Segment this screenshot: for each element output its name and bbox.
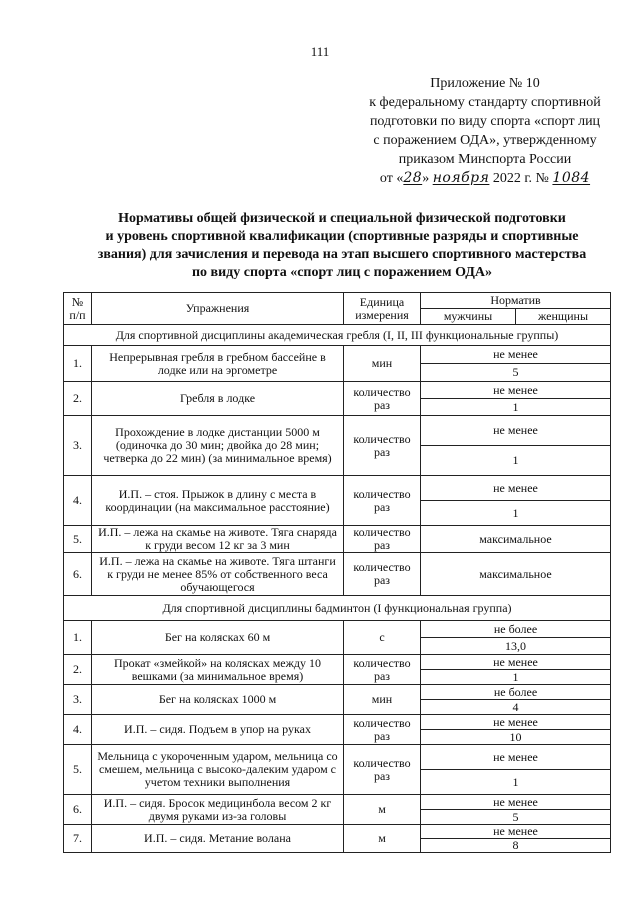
title-line: Нормативы общей физической и специальной физической подготовки: [118, 211, 566, 226]
title-line: и уровень спортивной квалификации (спортивные разряды и спортивные: [105, 229, 579, 244]
row-unit: количество раз: [344, 476, 421, 526]
title-line: звания) для зачисления и перевода на этап высшего спортивного мастерства: [97, 247, 587, 262]
row-norm-kind: не менее: [421, 825, 611, 839]
order-year: 2022 г. №: [492, 171, 549, 186]
table-row: [64, 715, 611, 730]
row-norm-value: 1: [421, 501, 611, 526]
row-norm-value: 4: [421, 700, 611, 715]
row-number: 7.: [64, 825, 92, 853]
header-norm: Норматив: [421, 293, 611, 309]
row-exercise: Непрерывная гребля в гребном бассейне в лодке или на эргометре: [92, 346, 344, 382]
table-row: [64, 655, 611, 670]
row-norm-kind: не менее: [421, 795, 611, 810]
order-day: 28: [403, 170, 423, 186]
appendix-title: Приложение № 10: [430, 76, 540, 91]
table-row: [64, 685, 611, 700]
row-norm-value: 1: [421, 399, 611, 416]
document-title: [80, 210, 604, 282]
row-exercise: Гребля в лодке: [92, 382, 344, 416]
row-norm-kind: не менее: [421, 715, 611, 730]
row-unit: мин: [344, 685, 421, 715]
row-number: 3.: [64, 416, 92, 476]
page-number: 111: [310, 44, 330, 59]
row-number: 6.: [64, 553, 92, 596]
row-norm-value: 10: [421, 730, 611, 745]
row-unit: количество раз: [344, 715, 421, 745]
table-row: [64, 745, 611, 770]
row-norm-value: 1: [421, 446, 611, 476]
row-norm-value: 1: [421, 670, 611, 685]
row-unit: с: [344, 621, 421, 655]
section-title: Для спортивной дисциплины академическая гребля (I, II, III функциональные группы): [64, 325, 611, 346]
row-unit: количество раз: [344, 745, 421, 795]
appendix-line: к федеральному стандарту спортивной: [369, 95, 601, 110]
header-men: мужчины: [421, 309, 516, 325]
row-unit: количество раз: [344, 526, 421, 553]
table-row: [64, 382, 611, 399]
order-reference: [340, 169, 630, 188]
section-header-row: [64, 596, 611, 621]
row-norm-kind: не менее: [421, 745, 611, 770]
table-row: [64, 825, 611, 839]
appendix-block: [340, 74, 630, 188]
row-exercise: Мельница с укороченным ударом, мельница со смешем, мельница с высоко-далеким ударом с учетом техники выполнения: [92, 745, 344, 795]
table-row: [64, 476, 611, 501]
norms-table-body: [64, 325, 611, 853]
row-norm-value: 13,0: [421, 638, 611, 655]
row-norm-value: максимальное: [421, 526, 611, 553]
row-norm-kind: не менее: [421, 346, 611, 364]
row-norm-kind: не менее: [421, 382, 611, 399]
row-norm-kind: не менее: [421, 476, 611, 501]
order-month: ноября: [432, 170, 490, 186]
row-unit: количество раз: [344, 655, 421, 685]
row-norm-value: 1: [421, 770, 611, 795]
row-number: 6.: [64, 795, 92, 825]
header-num: № п/п: [64, 293, 92, 325]
row-number: 1.: [64, 346, 92, 382]
appendix-line: подготовки по виду спорта «спорт лиц: [369, 114, 601, 129]
section-title: Для спортивной дисциплины бадминтон (I функциональная группа): [64, 596, 611, 621]
row-norm-value: 5: [421, 810, 611, 825]
table-row: [64, 795, 611, 810]
row-number: 1.: [64, 621, 92, 655]
table-row: [64, 621, 611, 638]
row-exercise: И.П. – сидя. Бросок медицинбола весом 2 кг двумя руками из-за головы: [92, 795, 344, 825]
row-unit: количество раз: [344, 382, 421, 416]
row-number: 4.: [64, 715, 92, 745]
row-unit: мин: [344, 346, 421, 382]
row-unit: количество раз: [344, 416, 421, 476]
table-row: [64, 553, 611, 596]
row-unit: м: [344, 795, 421, 825]
row-norm-kind: не более: [421, 621, 611, 638]
row-exercise: Бег на колясках 60 м: [92, 621, 344, 655]
row-exercise: И.П. – сидя. Подъем в упор на руках: [92, 715, 344, 745]
row-norm-kind: не менее: [421, 416, 611, 446]
row-exercise: И.П. – сидя. Метание волана: [92, 825, 344, 853]
row-number: 2.: [64, 655, 92, 685]
table-row: [64, 526, 611, 553]
row-norm-kind: не менее: [421, 655, 611, 670]
row-number: 4.: [64, 476, 92, 526]
row-number: 3.: [64, 685, 92, 715]
row-exercise: Прохождение в лодке дистанции 5000 м (одиночка до 30 мин; двойка до 28 мин; четверка до 22 мин) (за минимальное время): [92, 416, 344, 476]
row-exercise: И.П. – лежа на скамье на животе. Тяга штанги к груди не менее 85% от собственного веса обучающегося: [92, 553, 344, 596]
header-women: женщины: [516, 309, 611, 325]
row-number: 5.: [64, 745, 92, 795]
row-norm-value: 8: [421, 839, 611, 853]
header-unit: Единица измерения: [344, 293, 421, 325]
row-number: 5.: [64, 526, 92, 553]
title-line: по виду спорта «спорт лиц с поражением ОДА»: [191, 265, 492, 280]
row-exercise: И.П. – стоя. Прыжок в длину с места в координации (на максимальное расстояние): [92, 476, 344, 526]
row-unit: м: [344, 825, 421, 853]
order-mid: »: [422, 171, 430, 186]
row-norm-value: 5: [421, 364, 611, 382]
row-unit: количество раз: [344, 553, 421, 596]
order-prefix: от «: [379, 171, 404, 186]
row-exercise: Прокат «змейкой» на колясках между 10 вешками (за минимальное время): [92, 655, 344, 685]
row-norm-value: максимальное: [421, 553, 611, 596]
row-number: 2.: [64, 382, 92, 416]
norms-table: [63, 292, 611, 853]
appendix-line: приказом Минспорта России: [398, 152, 572, 167]
header-exercise: Упражнения: [92, 293, 344, 325]
table-row: [64, 346, 611, 364]
row-norm-kind: не более: [421, 685, 611, 700]
order-number: 1084: [552, 170, 591, 186]
section-header-row: [64, 325, 611, 346]
table-row: [64, 416, 611, 446]
row-exercise: Бег на колясках 1000 м: [92, 685, 344, 715]
row-exercise: И.П. – лежа на скамье на животе. Тяга снаряда к груди весом 12 кг за 3 мин: [92, 526, 344, 553]
appendix-line: с поражением ОДА», утвержденному: [373, 133, 597, 148]
